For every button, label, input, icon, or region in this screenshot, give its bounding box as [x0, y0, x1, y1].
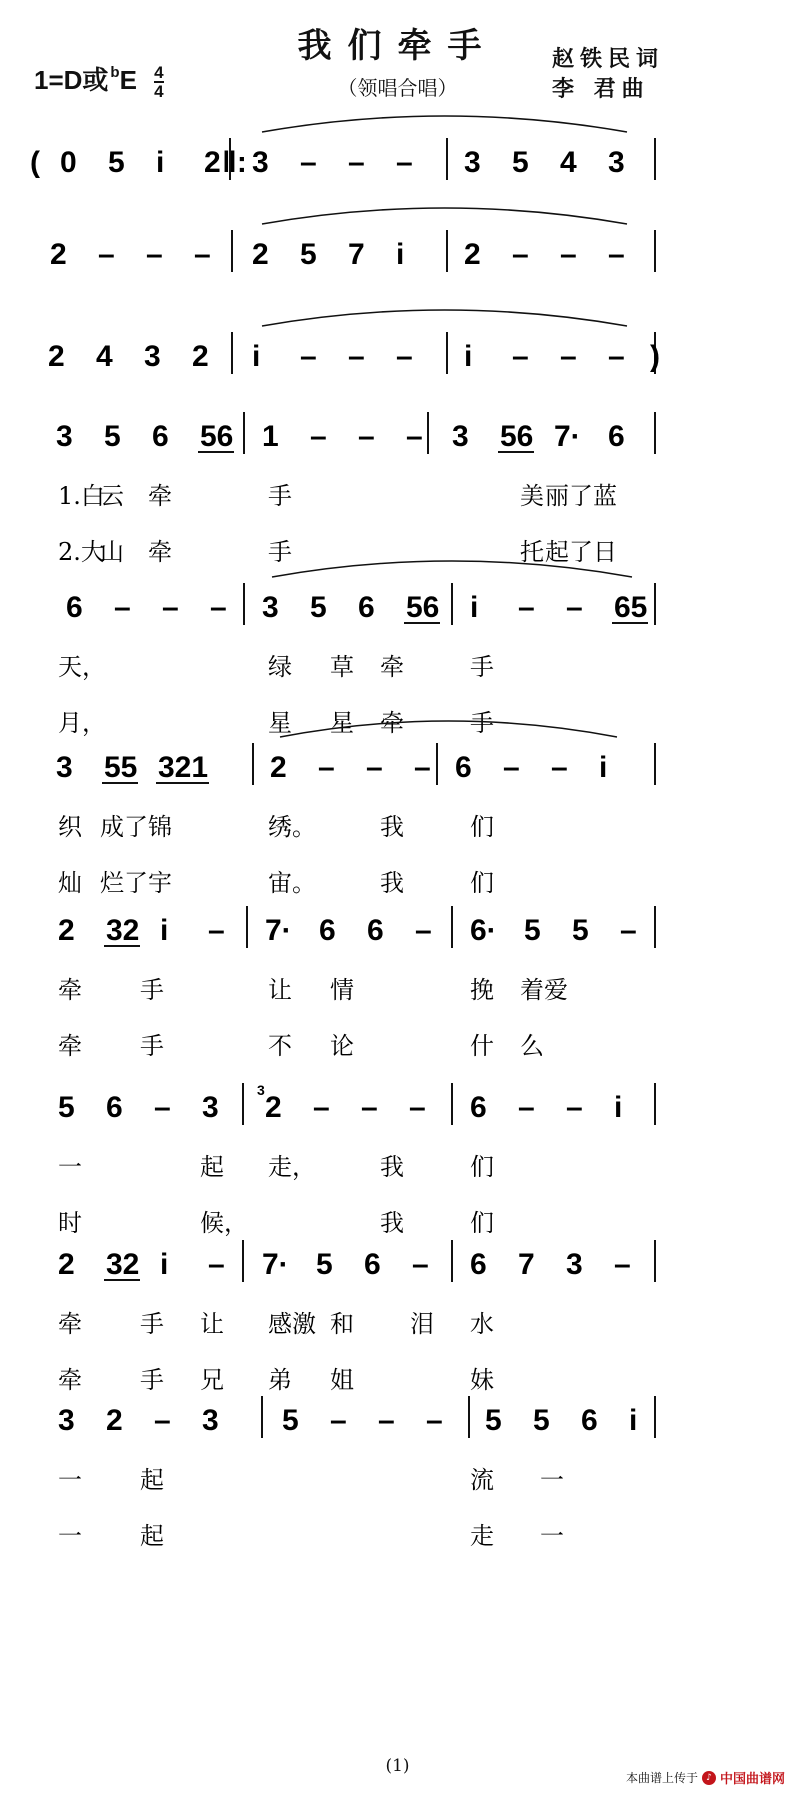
lyric-syllable: 织: [58, 813, 82, 841]
composer-credit: 李 君曲: [552, 76, 650, 102]
note: –: [614, 1248, 631, 1281]
lyric-syllable: 我: [380, 869, 404, 897]
lyric-syllable: 一: [58, 1522, 82, 1550]
note: i: [160, 914, 169, 947]
note: 3: [608, 146, 625, 179]
flat-sign: b: [110, 64, 120, 81]
time-bottom: 4: [154, 82, 164, 102]
uploaded-text: 本曲谱上传于: [625, 1771, 698, 1785]
lyric-syllable: 我: [380, 1153, 404, 1181]
time-top: 4: [154, 63, 164, 83]
note: 2: [48, 340, 65, 373]
site-name: 中国曲谱网: [719, 1772, 785, 1787]
note: i: [156, 146, 165, 179]
note: 6: [455, 751, 472, 784]
note: 6: [106, 1091, 123, 1124]
note: 6: [358, 591, 375, 624]
lyric-syllable: 们: [470, 1153, 494, 1181]
lyric-syllable: 让: [200, 1310, 224, 1338]
note: 2: [50, 238, 67, 271]
lyric-syllable: 兄: [200, 1366, 224, 1394]
note: 321: [158, 751, 209, 784]
lyric-syllable: 一: [540, 1522, 564, 1550]
lyric-syllable: 什: [470, 1032, 494, 1060]
note: 56: [200, 420, 234, 453]
note: 5: [310, 591, 327, 624]
note: 6: [66, 591, 83, 624]
note: 2: [204, 146, 221, 179]
note: –: [154, 1091, 171, 1124]
lyric-syllable: 流: [470, 1466, 494, 1494]
note: –: [518, 591, 535, 624]
note: –: [620, 914, 637, 947]
lyric-syllable: 们: [470, 1209, 494, 1237]
note: –: [366, 751, 383, 784]
lyric-syllable: 星: [268, 709, 292, 737]
lyric-syllable: 走: [470, 1522, 494, 1550]
note: 3: [56, 751, 73, 784]
note: 2: [192, 340, 209, 373]
lyric-syllable: 手: [140, 1032, 164, 1060]
lyric-syllable: 妹: [470, 1366, 494, 1394]
note: i: [470, 591, 479, 624]
lyric-syllable: 成了锦: [100, 813, 172, 841]
note: 7·: [554, 420, 581, 453]
lyric-syllable: 手: [140, 976, 164, 1004]
note: –: [162, 591, 179, 624]
note: 5: [524, 914, 541, 947]
note: –: [313, 1091, 330, 1124]
lyric-syllable: 挽: [470, 976, 494, 1004]
note: 3: [202, 1091, 219, 1124]
note: i: [160, 1248, 169, 1281]
note: –: [210, 591, 227, 624]
note: –: [194, 238, 211, 271]
lyric-syllable: 情: [330, 976, 354, 1004]
lyric-syllable: 草: [330, 653, 354, 681]
note: –: [551, 751, 568, 784]
note: 2: [106, 1404, 123, 1437]
lyric-syllable: 绿: [268, 653, 292, 681]
key-prefix: 1=D或: [34, 65, 109, 95]
note: i: [629, 1404, 638, 1437]
lyric-syllable: 一: [58, 1466, 82, 1494]
note: 6: [470, 1091, 487, 1124]
note: 5: [282, 1404, 299, 1437]
note: –: [518, 1091, 535, 1124]
lyric-syllable: 牵: [148, 538, 172, 566]
lyric-syllable: 让: [268, 976, 292, 1004]
lyric-syllable: 手: [140, 1310, 164, 1338]
lyric-syllable: 2.大: [58, 538, 105, 566]
note: 32: [106, 1248, 140, 1281]
note: 2: [58, 914, 75, 947]
lyric-syllable: 托: [520, 538, 544, 566]
lyric-syllable: 手: [268, 482, 292, 510]
note: 5: [512, 146, 529, 179]
lyricist-credit: 赵铁民词: [552, 46, 665, 72]
note: 3: [566, 1248, 583, 1281]
note: –: [361, 1091, 378, 1124]
note: –: [146, 238, 163, 271]
note: –: [512, 238, 529, 271]
note: 5: [316, 1248, 333, 1281]
note: –: [412, 1248, 429, 1281]
note: –: [300, 340, 317, 373]
note: 3: [58, 1404, 75, 1437]
note: 3: [262, 591, 279, 624]
lyric-syllable: 一: [540, 1466, 564, 1494]
lyric-syllable: 牵: [380, 709, 404, 737]
note: 6: [364, 1248, 381, 1281]
note: 6: [608, 420, 625, 453]
lyric-syllable: 灿: [58, 869, 82, 897]
note: 3: [452, 420, 469, 453]
note: 7·: [265, 914, 292, 947]
note: 6: [581, 1404, 598, 1437]
note: i: [252, 340, 261, 373]
lyric-syllable: 牵: [58, 1366, 82, 1394]
lyric-syllable: 水: [470, 1310, 494, 1338]
lyric-syllable: 牵: [148, 482, 172, 510]
lyric-syllable: 论: [330, 1032, 354, 1060]
note: –: [348, 146, 365, 179]
note: 0: [60, 146, 77, 179]
note: i: [396, 238, 405, 271]
site-footer: [626, 1768, 785, 1787]
lyric-syllable: 丽了蓝: [545, 482, 617, 510]
measure-prefix: (: [30, 146, 40, 179]
note: 6: [319, 914, 336, 947]
note: 3: [252, 146, 269, 179]
note: –: [208, 914, 225, 947]
lyric-syllable: 月，: [58, 709, 106, 737]
lyric-syllable: 们: [470, 813, 494, 841]
note: –: [406, 420, 423, 453]
note: 3: [464, 146, 481, 179]
lyric-syllable: 时: [58, 1209, 82, 1237]
note: i: [599, 751, 608, 784]
lyric-syllable: 美: [520, 482, 544, 510]
note: –: [566, 591, 583, 624]
note: 65: [614, 591, 648, 624]
note: 32: [106, 914, 140, 947]
note: –: [98, 238, 115, 271]
lyric-syllable: 山: [100, 538, 124, 566]
note: 2: [464, 238, 481, 271]
note: –: [415, 914, 432, 947]
note: –: [154, 1404, 171, 1437]
lyric-syllable: 烂了宇: [100, 869, 172, 897]
measure-prefix: ‖:: [222, 146, 247, 179]
lyric-syllable: 牵: [380, 653, 404, 681]
lyric-syllable: 和: [330, 1310, 354, 1338]
lyric-syllable: 泪: [410, 1310, 434, 1338]
lyric-syllable: 我: [380, 1209, 404, 1237]
song-subtitle: （领唱合唱）: [337, 76, 458, 100]
note: 3: [202, 1404, 219, 1437]
note: 4: [96, 340, 113, 373]
page-number: (1): [385, 1756, 410, 1776]
song-title: 我们牵手: [297, 26, 498, 66]
slur: [262, 310, 627, 326]
lyric-syllable: 起: [200, 1153, 224, 1181]
note: 3: [56, 420, 73, 453]
lyric-syllable: 绣。: [268, 813, 316, 841]
lyric-syllable: 感激: [268, 1310, 316, 1338]
note: 2: [265, 1091, 282, 1124]
note: –: [358, 420, 375, 453]
lyric-syllable: 起了日: [545, 538, 617, 566]
lyric-syllable: 星: [330, 709, 354, 737]
note: –: [608, 238, 625, 271]
note: –: [512, 340, 529, 373]
note: 5: [58, 1091, 75, 1124]
lyric-syllable: 手: [470, 709, 494, 737]
note: –: [310, 420, 327, 453]
lyric-syllable: 牵: [58, 1310, 82, 1338]
note: 5: [485, 1404, 502, 1437]
note: 5: [572, 914, 589, 947]
note: –: [409, 1091, 426, 1124]
note: 56: [500, 420, 534, 453]
note: 4: [560, 146, 577, 179]
lyric-syllable: 宙。: [268, 869, 316, 897]
lyric-syllable: 么: [520, 1032, 544, 1060]
note: –: [378, 1404, 395, 1437]
note: 5: [104, 420, 121, 453]
note: 6: [470, 1248, 487, 1281]
lyric-syllable: 着爱: [520, 976, 568, 1004]
lyric-syllable: 1.白: [58, 482, 105, 510]
music-note-icon: ♪: [702, 1771, 716, 1785]
note: i: [614, 1091, 623, 1124]
note: 7·: [262, 1248, 289, 1281]
note: 5: [300, 238, 317, 271]
note: –: [426, 1404, 443, 1437]
note: i: [464, 340, 473, 373]
note: 5: [108, 146, 125, 179]
note: –: [396, 340, 413, 373]
note: –: [348, 340, 365, 373]
lyric-syllable: 候，: [200, 1209, 248, 1237]
note: 2: [270, 751, 287, 784]
note: 6: [367, 914, 384, 947]
note: 1: [262, 420, 279, 453]
note: –: [560, 238, 577, 271]
note: 3: [144, 340, 161, 373]
lyric-syllable: 起: [140, 1466, 164, 1494]
note: –: [114, 591, 131, 624]
lyric-syllable: 走，: [268, 1153, 316, 1181]
lyric-syllable: 手: [140, 1366, 164, 1394]
note: 6: [152, 420, 169, 453]
lyric-syllable: 起: [140, 1522, 164, 1550]
lyric-syllable: 牵: [58, 976, 82, 1004]
lyric-syllable: 姐: [330, 1366, 354, 1394]
note: –: [566, 1091, 583, 1124]
lyric-syllable: 弟: [268, 1366, 292, 1394]
note: 7: [348, 238, 365, 271]
lyric-syllable: 牵: [58, 1032, 82, 1060]
note: 7: [518, 1248, 535, 1281]
note: –: [608, 340, 625, 373]
note: –: [503, 751, 520, 784]
note: 6·: [470, 914, 497, 947]
slur: [262, 116, 627, 132]
lyric-syllable: 一: [58, 1153, 82, 1181]
note: –: [330, 1404, 347, 1437]
note: –: [414, 751, 431, 784]
lyric-syllable: 我: [380, 813, 404, 841]
lyric-syllable: 云: [100, 482, 124, 510]
measure-suffix: ): [650, 340, 660, 373]
note: –: [208, 1248, 225, 1281]
note: 2: [58, 1248, 75, 1281]
key-suffix: E: [119, 65, 137, 95]
slur: [262, 208, 627, 224]
lyric-syllable: 手: [470, 653, 494, 681]
note: –: [560, 340, 577, 373]
lyric-syllable: 手: [268, 538, 292, 566]
note: –: [318, 751, 335, 784]
grace-note: 3: [257, 1082, 265, 1098]
note: 56: [406, 591, 440, 624]
lyric-syllable: 不: [268, 1032, 292, 1060]
note: –: [396, 146, 413, 179]
note: 2: [252, 238, 269, 271]
lyric-syllable: 们: [470, 869, 494, 897]
note: –: [300, 146, 317, 179]
lyric-syllable: 天，: [58, 653, 106, 681]
note: 55: [104, 751, 138, 784]
note: 5: [533, 1404, 550, 1437]
